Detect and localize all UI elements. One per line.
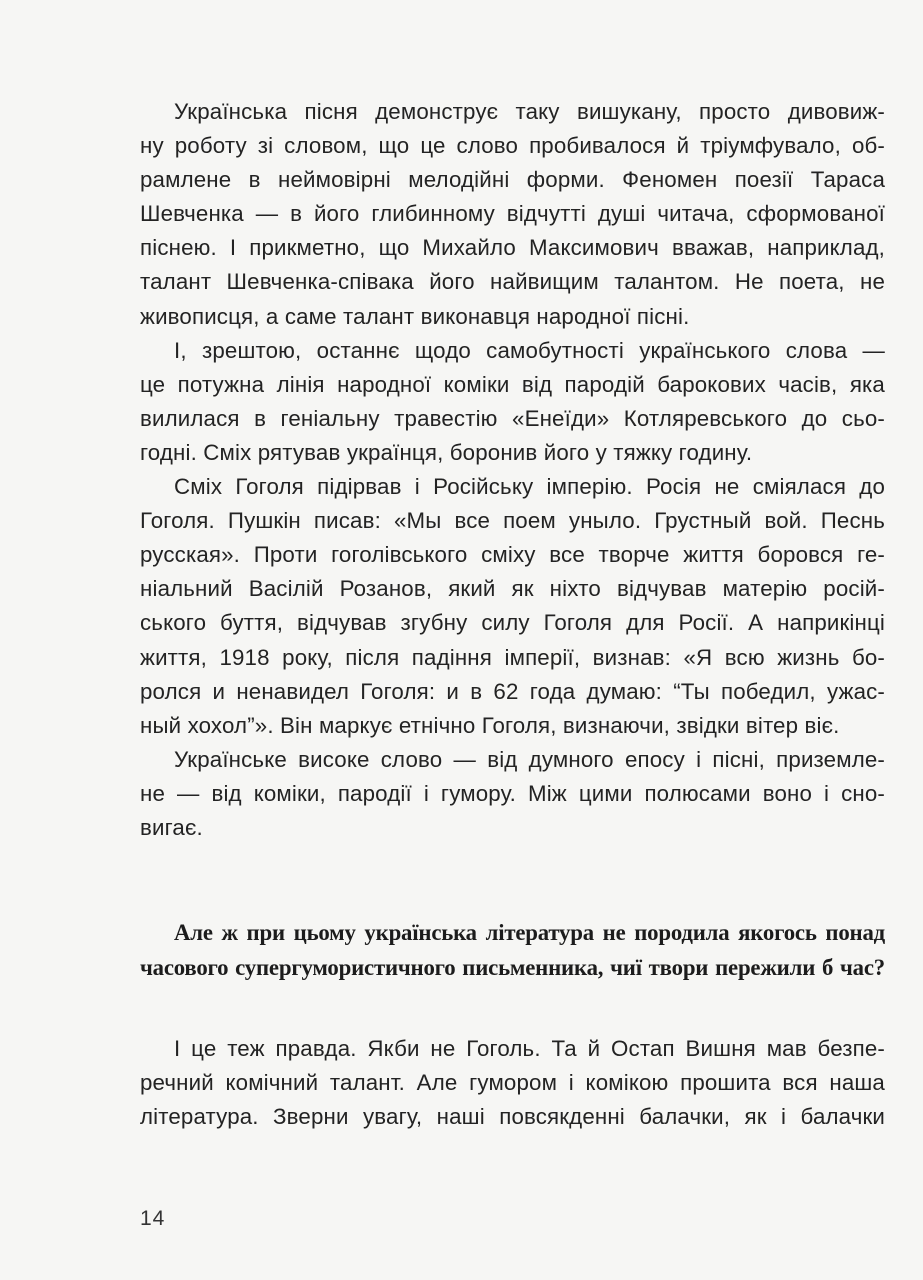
text-line: Українська пісня демонструє таку вишукану, просто дивовиж- xyxy=(174,99,885,124)
text-line: русская». Проти гоголівського сміху все творче життя боровся ге- xyxy=(140,542,885,568)
page-number: 14 xyxy=(140,1207,166,1230)
text-line: речний комічний талант. Але гумором і комікою прошита вся наша xyxy=(140,1070,885,1096)
text-line: Гоголя. Пушкін писав: «Мы все поем уныло. Грустный вой. Песнь xyxy=(140,508,885,534)
text-line: вигає. xyxy=(140,814,203,840)
text-line: живописця, а саме талант виконавця народної пісні. xyxy=(140,303,690,329)
text-line: Українське високе слово — від думного епосу і пісні, приземле- xyxy=(174,746,885,772)
text-line: не — від коміки, пародії і гумору. Між цими полюсами воно і сно- xyxy=(140,780,885,806)
text-line: годні. Сміх рятував українця, боронив його у тяжку годину. xyxy=(140,439,753,465)
question-line: часового супергумористичного письменника, чиї твори пережили б час? xyxy=(140,955,885,980)
text-line: ніальний Васілій Розанов, який як ніхто відчував матерію росій- xyxy=(140,576,885,602)
text-line: вилилася в геніальну травестію «Енеїди» Котляревського до сьо- xyxy=(140,405,885,431)
interview-question xyxy=(140,915,885,985)
main-text xyxy=(140,95,885,845)
text-line: піснею. І прикметно, що Михайло Максимович вважав, наприклад, xyxy=(140,235,885,261)
text-line: І це теж правда. Якби не Гоголь. Та й Остап Вишня мав безпе- xyxy=(174,1036,885,1061)
paragraph-4 xyxy=(140,743,885,845)
text-line: життя, 1918 року, після падіння імперії, визнав: «Я всю жизнь бо- xyxy=(140,644,885,670)
text-line: це потужна лінія народної коміки від пародій барокових часів, яка xyxy=(140,371,885,397)
text-line: рамлене в неймовірні мелодійні форми. Феномен поезії Тараса xyxy=(140,167,885,193)
text-line: І, зрештою, останнє щодо самобутності українського слова — xyxy=(174,337,885,363)
paragraph-1 xyxy=(140,95,885,334)
text-line: ну роботу зі словом, що це слово пробивалося й тріумфувало, об- xyxy=(140,133,885,159)
text-line: ный хохол”». Він маркує етнічно Гоголя, визнаючи, звідки вітер віє. xyxy=(140,712,840,738)
paragraph-3 xyxy=(140,470,885,743)
answer-text xyxy=(140,1032,885,1134)
text-line: література. Зверни увагу, наші повсякденні балачки, як і балачки xyxy=(140,1104,885,1130)
paragraph-2 xyxy=(140,334,885,470)
text-line: ролся и ненавидел Гоголя: и в 62 года думаю: “Ты победил, ужас- xyxy=(140,678,885,704)
text-line: Шевченка — в його глибинному відчутті душі читача, сформованої xyxy=(140,201,885,227)
text-line: Сміх Гоголя підірвав і Російську імперію. Росія не сміялася до xyxy=(174,474,885,500)
question-line: Але ж при цьому українська література не породила якогось понад xyxy=(174,920,885,945)
text-line: талант Шевченка-співака його найвищим талантом. Не поета, не xyxy=(140,269,885,295)
text-line: ського буття, відчував згубну силу Гоголя для Росії. А наприкінці xyxy=(140,610,885,636)
